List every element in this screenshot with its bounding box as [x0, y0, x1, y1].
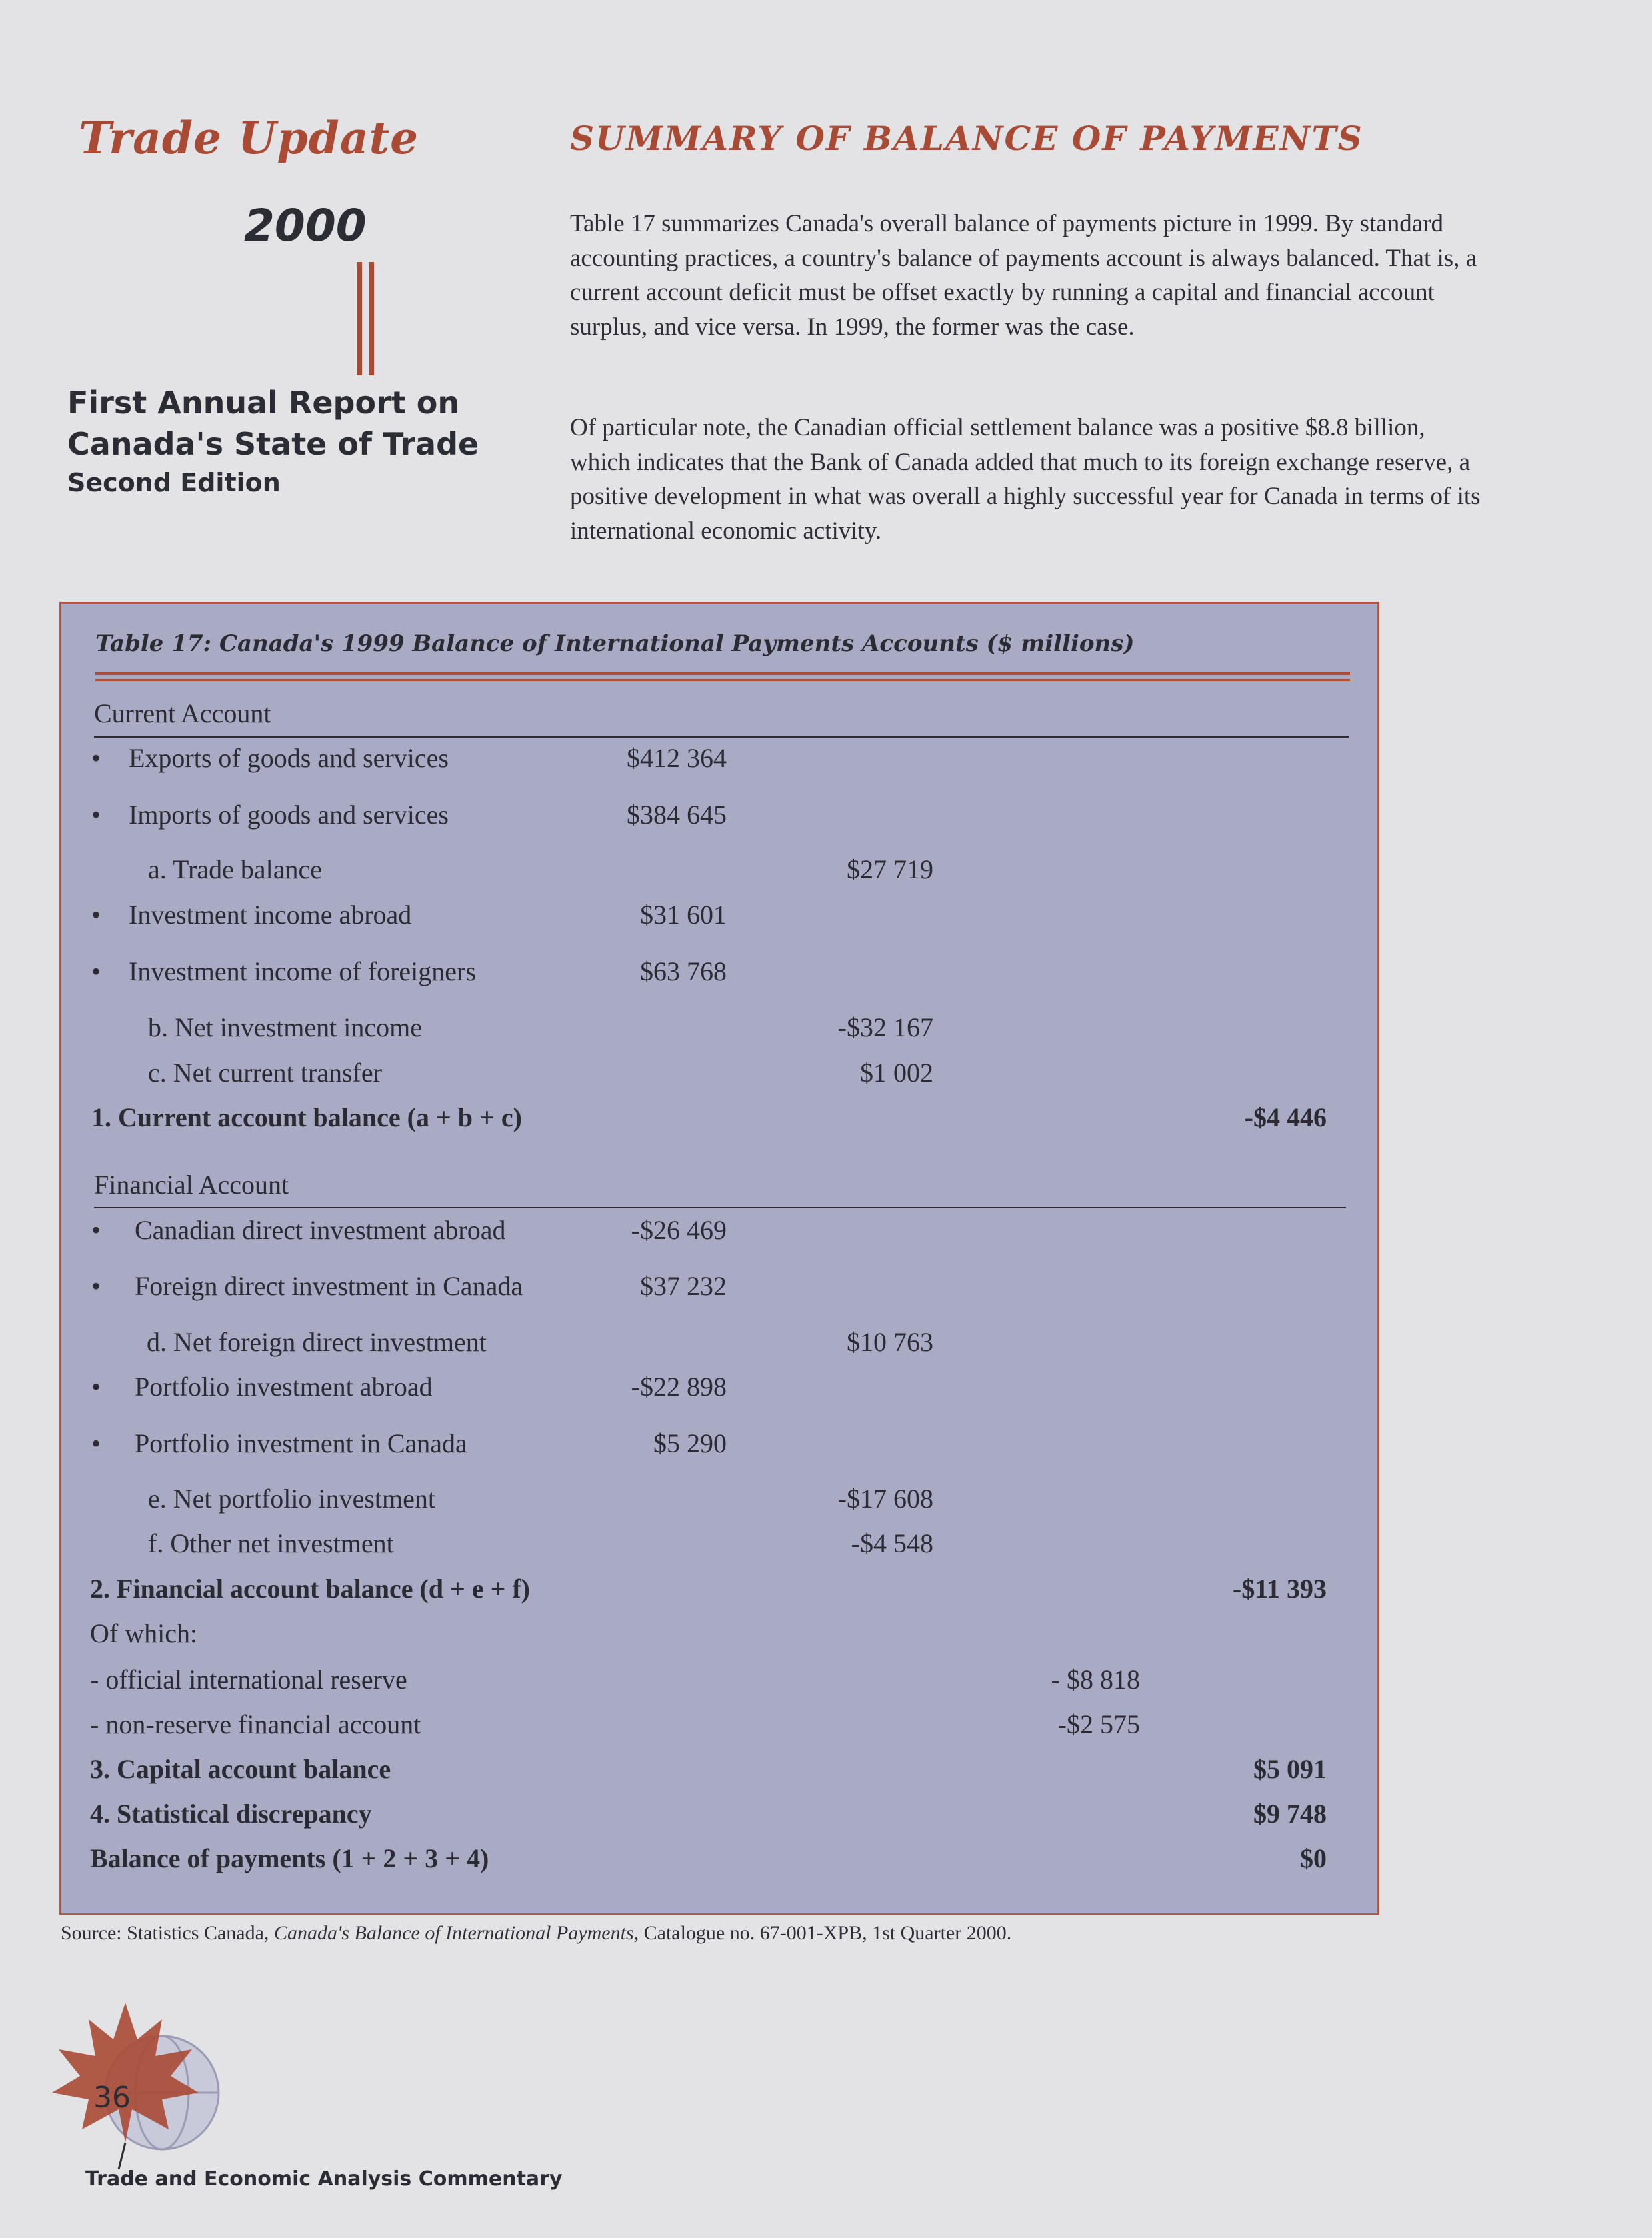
row-label: Portfolio investment in Canada — [135, 1428, 467, 1458]
row-value-col1: $412 364 — [627, 743, 727, 773]
row-bullet: • — [91, 956, 101, 986]
row-label: 4. Statistical discrepancy — [90, 1799, 372, 1829]
brand-title: Trade Update — [79, 112, 419, 164]
financial-account-label: Financial Account — [94, 1170, 289, 1200]
table-row — [0, 1371, 1652, 1404]
source-note — [61, 1922, 1011, 1945]
row-label: - official international reserve — [90, 1664, 407, 1695]
row-value-col1: -$22 898 — [631, 1372, 727, 1402]
section-heading: SUMMARY OF BALANCE OF PAYMENTS — [570, 119, 1363, 158]
table-row — [0, 1483, 1652, 1516]
row-value-col1: $384 645 — [627, 800, 727, 830]
source-prefix: Source: Statistics Canada, — [61, 1922, 269, 1944]
table-row — [0, 1618, 1652, 1651]
row-value-col4: -$4 446 — [1244, 1102, 1327, 1132]
source-title: Canada's Balance of International Payments, — [273, 1922, 639, 1944]
row-label: f. Other net investment — [148, 1528, 394, 1558]
row-label: c. Net current transfer — [148, 1058, 382, 1088]
table-row — [0, 1270, 1652, 1304]
table-row — [0, 899, 1652, 932]
table-row — [0, 1528, 1652, 1561]
row-label: 2. Financial account balance (d + e + f) — [90, 1574, 530, 1604]
table-row — [0, 1753, 1652, 1787]
row-label: Portfolio investment abroad — [135, 1372, 433, 1402]
summary-paragraph-2: Of particular note, the Canadian official settlement balance was a positive $8.8 billion, which indicates that the Bank of Canada added that much to its foreign exchange reserve, a positive development in what was overall a highly successful year for Canada in terms of its international economic activity. — [570, 414, 1481, 545]
row-value-col2: -$17 608 — [837, 1484, 933, 1514]
row-label: - non-reserve financial account — [90, 1709, 421, 1739]
table-row — [0, 799, 1652, 832]
page-number: 36 — [93, 2081, 131, 2115]
table-row — [0, 1214, 1652, 1248]
table-row — [0, 742, 1652, 776]
row-label: Imports of goods and services — [129, 800, 449, 830]
row-bullet: • — [91, 900, 101, 930]
table-row — [0, 1326, 1652, 1360]
row-label: e. Net portfolio investment — [148, 1484, 436, 1514]
table-title-rule — [95, 672, 1350, 675]
report-title — [67, 382, 479, 465]
table-title-rule — [95, 679, 1350, 681]
row-label: d. Net foreign direct investment — [147, 1327, 487, 1357]
row-label: Investment income of foreigners — [129, 956, 476, 986]
row-value-col1: $37 232 — [640, 1271, 727, 1301]
row-value-col1: $31 601 — [640, 900, 727, 930]
table-row — [0, 1843, 1652, 1876]
table-row — [0, 1102, 1652, 1135]
row-label: 1. Current account balance (a + b + c) — [91, 1102, 522, 1132]
row-value-col2: -$32 167 — [837, 1012, 933, 1042]
row-value-col4: -$11 393 — [1232, 1574, 1327, 1604]
table-row — [0, 1664, 1652, 1697]
table-row — [0, 1798, 1652, 1831]
row-bullet: • — [91, 1271, 101, 1301]
row-label: b. Net investment income — [148, 1012, 423, 1042]
source-suffix: Catalogue no. 67-001-XPB, 1st Quarter 2000. — [643, 1922, 1012, 1944]
row-bullet: • — [91, 743, 101, 773]
row-value-col2: $1 002 — [860, 1058, 933, 1088]
table-row — [0, 1428, 1652, 1461]
report-title-line2: Canada's State of Trade — [67, 426, 479, 462]
row-label: Canadian direct investment abroad — [135, 1215, 506, 1245]
table-title: Table 17: Canada's 1999 Balance of International Payments Accounts ($ millions) — [95, 630, 1135, 657]
row-value-col4: $0 — [1300, 1843, 1327, 1873]
row-value-col3: - $8 818 — [1051, 1664, 1140, 1695]
row-value-col4: $9 748 — [1253, 1799, 1327, 1829]
row-value-col2: $10 763 — [847, 1327, 933, 1357]
row-label: Investment income abroad — [129, 900, 412, 930]
brand-divider-bar — [357, 262, 362, 375]
row-label: Balance of payments (1 + 2 + 3 + 4) — [90, 1843, 489, 1873]
footer-commentary: Trade and Economic Analysis Commentary — [85, 2167, 563, 2191]
financial-account-rule — [94, 1207, 1346, 1208]
row-bullet: • — [91, 1428, 101, 1458]
table-row — [0, 956, 1652, 989]
table-row — [0, 1573, 1652, 1606]
row-label: a. Trade balance — [148, 854, 323, 884]
report-edition: Second Edition — [67, 468, 281, 497]
current-account-rule — [94, 736, 1349, 738]
row-value-col2: $27 719 — [847, 854, 933, 884]
row-value-col3: -$2 575 — [1057, 1709, 1140, 1739]
row-value-col1: -$26 469 — [631, 1215, 727, 1245]
row-value-col4: $5 091 — [1253, 1754, 1327, 1784]
row-bullet: • — [91, 1215, 101, 1245]
brand-year: 2000 — [244, 200, 367, 251]
row-bullet: • — [91, 800, 101, 830]
current-account-label: Current Account — [94, 698, 271, 728]
row-label: 3. Capital account balance — [90, 1754, 391, 1784]
table-row — [0, 1709, 1652, 1742]
brand-divider-bar — [369, 262, 374, 375]
report-title-line1: First Annual Report on — [67, 385, 460, 421]
row-value-col2: -$4 548 — [851, 1528, 933, 1558]
table-row — [0, 1012, 1652, 1045]
row-value-col1: $5 290 — [653, 1428, 727, 1458]
row-label: Of which: — [90, 1618, 198, 1648]
row-bullet: • — [91, 1372, 101, 1402]
row-label: Foreign direct investment in Canada — [135, 1271, 523, 1301]
row-value-col1: $63 768 — [640, 956, 727, 986]
table-row — [0, 1057, 1652, 1090]
summary-paragraph-1: Table 17 summarizes Canada's overall balance of payments picture in 1999. By standard accounting practices, a country's balance of payments account is always balanced. That is, a current account deficit must be offset exactly by running a capital and financial account surplus, and vice versa. In 1999, the former was the case. — [570, 210, 1477, 341]
table-row — [0, 854, 1652, 887]
row-label: Exports of goods and services — [129, 743, 449, 773]
